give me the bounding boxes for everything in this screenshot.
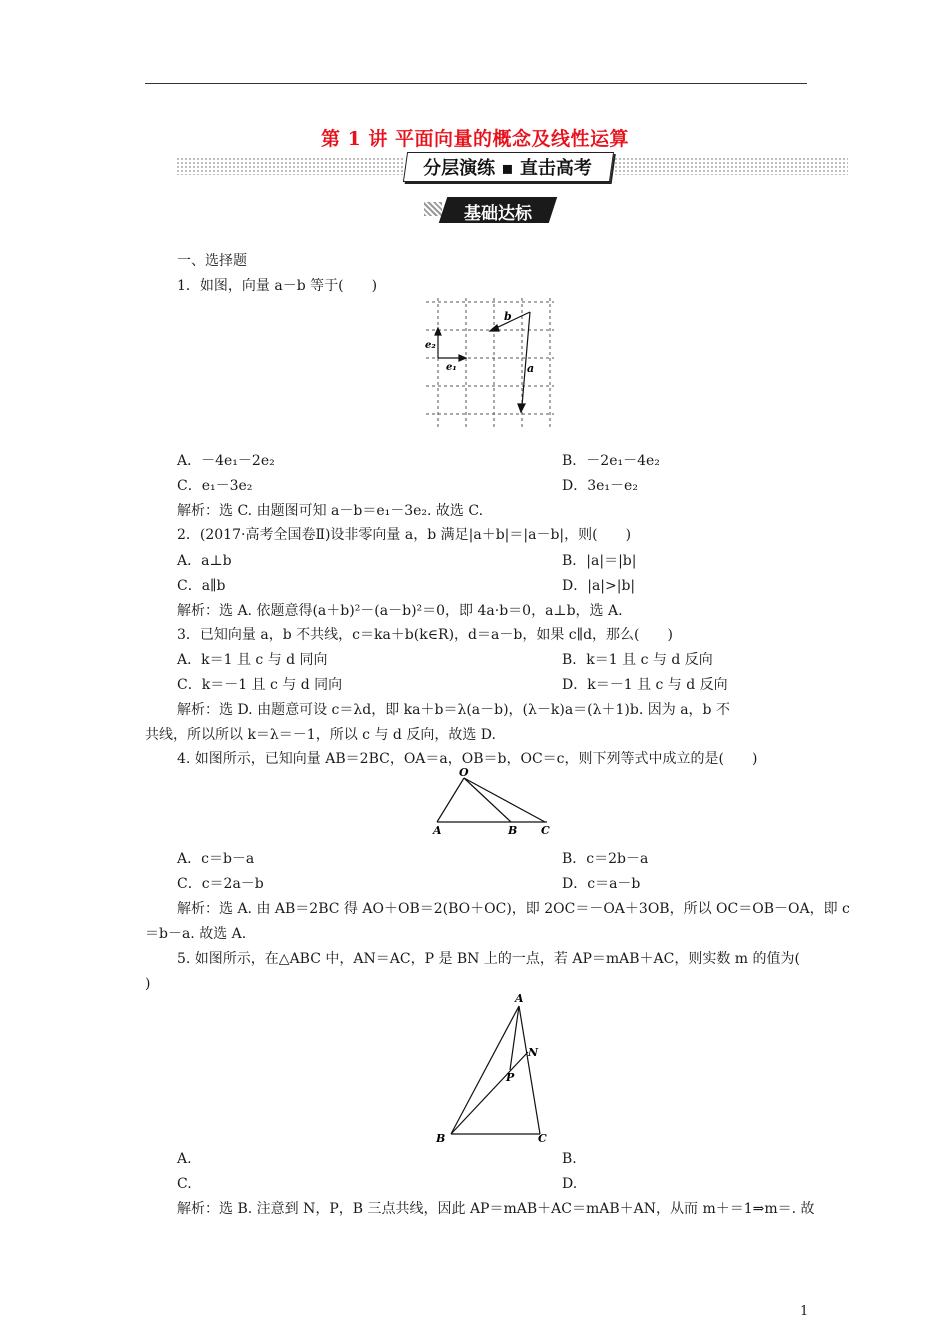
q3-answer-line1: 解析：选 D. 由题意可设 c＝λd，即 ka＋b＝λ(a－b)，(λ－k)a＝(λ＋1)b. 因为 a，b 不	[177, 702, 730, 718]
q1-label-e1: e₁	[446, 362, 457, 373]
q5-option-c: C.	[177, 1176, 192, 1192]
q4-answer-line2: ＝b－a. 故选 A.	[145, 926, 247, 942]
q1-stem: 1．如图，向量 a－b 等于( )	[177, 278, 378, 294]
q4-label-a: A	[433, 824, 442, 837]
q1-option-d: D．3e₁－e₂	[562, 478, 638, 494]
q2-option-c: C．a∥b	[177, 578, 226, 594]
q1-label-a: a	[527, 362, 535, 375]
q4-label-o: O	[459, 766, 469, 779]
q3-option-d: D．k＝－1 且 c 与 d 反向	[562, 677, 728, 693]
q5-option-d: D.	[562, 1176, 578, 1192]
q1-option-c: C．e₁－3e₂	[177, 478, 253, 494]
banner-text: 分层演练 ▪ 直击高考	[423, 158, 592, 179]
q2-option-d: D．|a|>|b|	[562, 578, 636, 594]
section-heading: 一、选择题	[177, 253, 247, 269]
q4-stem: 4. 如图所示，已知向量 AB＝2BC，OA＝a，OB＝b，OC＝c，则下列等式中成立的是( )	[177, 751, 758, 767]
q5-label-c: C	[538, 1132, 547, 1145]
q3-answer-line2: 共线，所以所以 k＝λ＝－1，所以 c 与 d 反向，故选 D.	[145, 727, 496, 743]
q4-option-b: B．c＝2b－a	[562, 851, 649, 867]
q1-grid-figure	[420, 296, 560, 431]
q4-figure	[425, 766, 560, 838]
q4-option-a: A．c＝b－a	[177, 851, 255, 867]
q1-option-b: B．－2e₁－4e₂	[562, 453, 660, 469]
q4-answer-line1: 解析：选 A. 由 AB＝2BC 得 AO＋OB＝2(BO＋OC)，即 2OC＝－OA＋3OB，所以 OC＝OB－OA，即 c	[177, 901, 850, 917]
q5-option-b: B.	[562, 1151, 577, 1167]
q5-label-b: B	[436, 1132, 446, 1145]
q5-figure	[430, 990, 555, 1148]
section-decoration	[424, 202, 442, 216]
q4-option-d: D．c＝a－b	[562, 876, 641, 892]
q2-stem: 2．(2017·高考全国卷Ⅱ)设非零向量 a，b 满足|a＋b|＝|a－b|，则( )	[177, 527, 632, 543]
q3-option-b: B．k＝1 且 c 与 d 反向	[562, 652, 713, 668]
section-tag-label: 基础达标	[464, 204, 532, 224]
q2-option-b: B．|a|＝|b|	[562, 553, 637, 569]
q1-answer: 解析：选 C. 由题图可知 a－b＝e₁－3e₂. 故选 C.	[177, 503, 484, 519]
q2-answer: 解析：选 A. 依题意得(a＋b)²－(a－b)²＝0，即 4a·b＝0，a⊥b，选 A.	[177, 603, 623, 619]
q1-label-e2: e₂	[425, 340, 436, 351]
q1-label-b: b	[504, 310, 512, 323]
q5-stem-line2: )	[145, 976, 151, 992]
banner-dots-right	[614, 157, 848, 175]
q3-option-c: C．k＝－1 且 c 与 d 同向	[177, 677, 343, 693]
q5-answer: 解析：选 B. 注意到 N，P，B 三点共线，因此 AP＝mAB＋AC＝mAB＋AN，从而 m＋＝1⇒m＝. 故	[177, 1201, 815, 1217]
q4-label-c: C	[541, 824, 550, 837]
lesson-title: 第 1 讲 平面向量的概念及线性运算	[320, 128, 630, 150]
q5-label-a: A	[515, 992, 524, 1005]
q1-option-a: A．－4e₁－2e₂	[177, 453, 275, 469]
q5-option-a: A.	[177, 1151, 192, 1167]
q2-option-a: A．a⊥b	[177, 553, 232, 569]
q4-option-c: C．c＝2a－b	[177, 876, 264, 892]
banner-dots-left	[176, 157, 404, 175]
page-number: 1	[800, 1304, 809, 1319]
q5-label-p: P	[506, 1071, 515, 1084]
q3-stem: 3．已知向量 a，b 不共线，c＝ka＋b(k∈R)，d＝a－b，如果 c∥d，那么( )	[177, 627, 673, 643]
q5-label-n: N	[528, 1046, 539, 1059]
q5-stem-line1: 5. 如图所示，在△ABC 中，AN＝AC，P 是 BN 上的一点，若 AP＝mAB＋AC，则实数 m 的值为(	[177, 951, 800, 967]
header-rule	[145, 83, 807, 84]
q3-option-a: A．k＝1 且 c 与 d 同向	[177, 652, 328, 668]
q4-label-b: B	[508, 824, 518, 837]
